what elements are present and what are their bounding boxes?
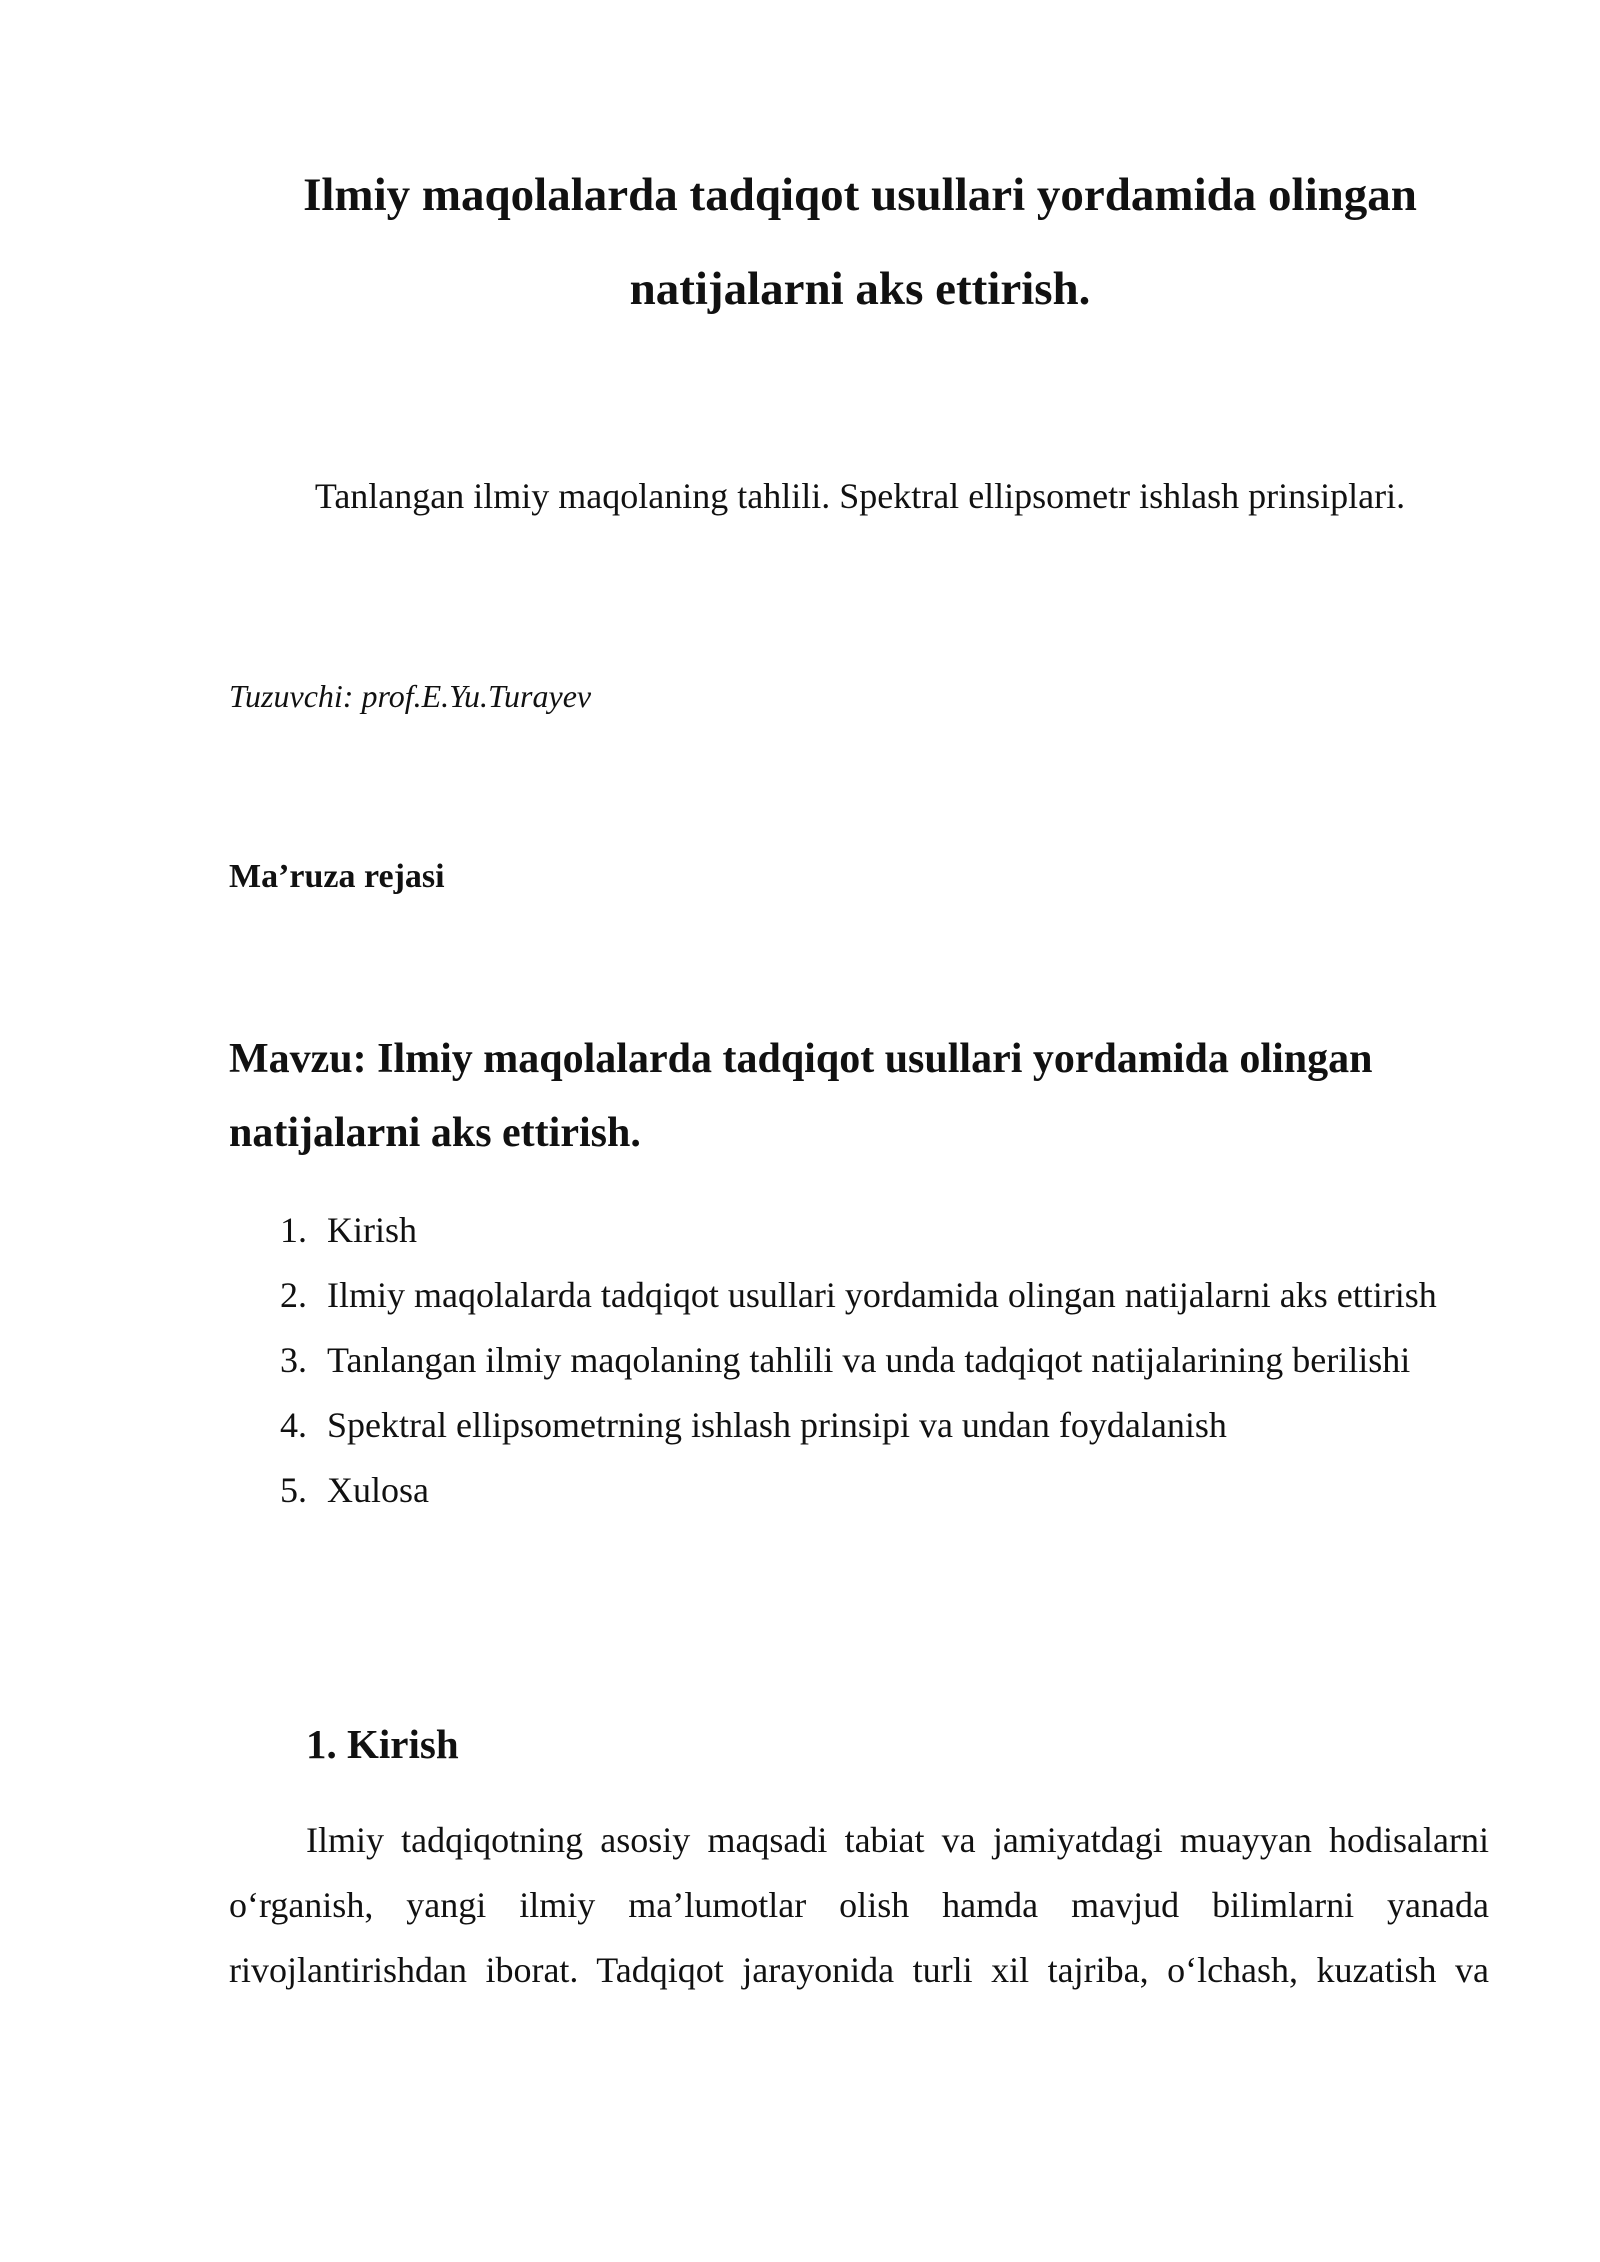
plan-item-number: 1. bbox=[280, 1210, 307, 1250]
lecture-plan-heading: Ma’ruza rejasi bbox=[229, 858, 445, 895]
plan-item bbox=[229, 1328, 1529, 1393]
plan-item-number: 4. bbox=[280, 1405, 307, 1445]
plan-item-number: 2. bbox=[280, 1275, 307, 1315]
document-title: Ilmiy maqolalarda tadqiqot usullari yordamida olingan natijalarni aks ettirish. bbox=[303, 169, 1417, 315]
plan-item bbox=[229, 1393, 1529, 1458]
lecture-plan-list bbox=[229, 1198, 1529, 1523]
topic-heading: Mavzu: Ilmiy maqolalarda tadqiqot usullari yordamida olingan natijalarni aks ettirish. bbox=[229, 1036, 1373, 1156]
plan-item-number: 5. bbox=[280, 1470, 307, 1510]
plan-item bbox=[229, 1458, 1529, 1523]
plan-item-text: Tanlangan ilmiy maqolaning tahlili va unda tadqiqot natijalarining berilishi bbox=[327, 1340, 1411, 1380]
author-line: Tuzuvchi: prof.E.Yu.Turayev bbox=[229, 678, 592, 714]
plan-item bbox=[229, 1198, 1529, 1263]
plan-item-text: Ilmiy maqolalarda tadqiqot usullari yordamida olingan natijalarni aks ettirish bbox=[327, 1275, 1437, 1315]
document-subtitle: Tanlangan ilmiy maqolaning tahlili. Spektral ellipsometr ishlash prinsiplari. bbox=[314, 476, 1406, 516]
body-paragraph: Ilmiy tadqiqotning asosiy maqsadi tabiat va jamiyatdagi muayyan hodisalarni o‘rganish, yangi ilmiy ma’lumotlar olish hamda mavjud bilimlarni yanada rivojlantirishdan iborat. Tadqiqot jarayonida turli xil tajriba, o‘lchash, kuzatish va bbox=[229, 1820, 1489, 1990]
plan-item-text: Kirish bbox=[327, 1210, 417, 1250]
plan-item-text: Xulosa bbox=[327, 1470, 429, 1510]
plan-item-number: 3. bbox=[280, 1340, 307, 1380]
section-heading-introduction: 1. Kirish bbox=[306, 1721, 459, 1767]
plan-item bbox=[229, 1263, 1529, 1328]
plan-item-text: Spektral ellipsometrning ishlash prinsipi va undan foydalanish bbox=[327, 1405, 1227, 1445]
